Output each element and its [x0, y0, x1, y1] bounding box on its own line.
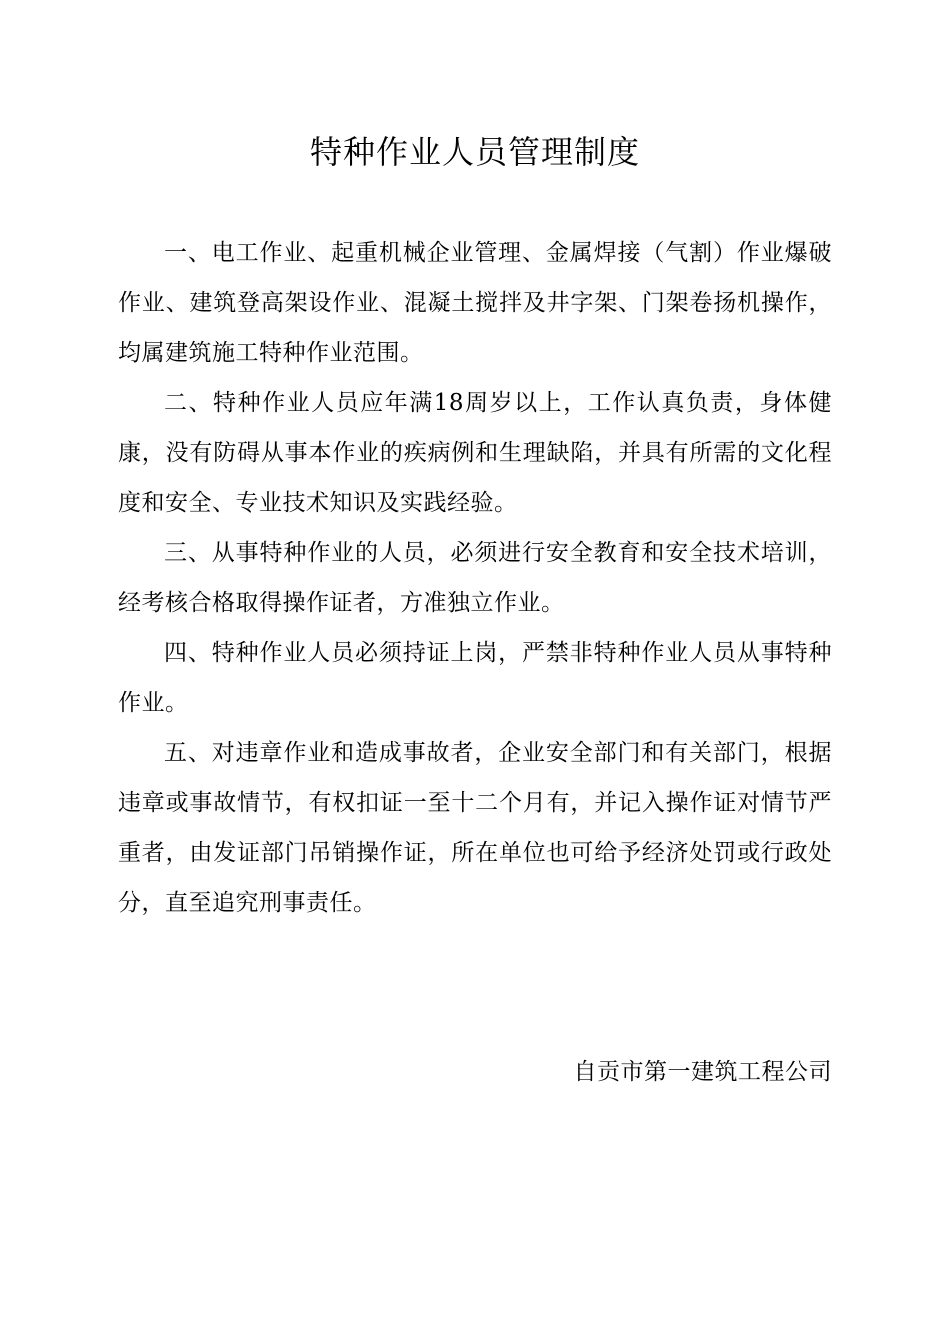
company-signature: 自贡市第一建筑工程公司	[573, 1059, 832, 1085]
paragraph-3: 三、从事特种作业的人员，必须进行安全教育和安全技术培训，经考核合格取得操作证者，方准独立作业。	[118, 540, 832, 616]
paragraph-1: 一、电工作业、起重机械企业管理、金属焊接（气割）作业爆破作业、建筑登高架设作业、混凝土搅拌及井字架、门架卷扬机操作，均属建筑施工特种作业范围。	[118, 240, 832, 366]
paragraph-2: 二、特种作业人员应年满18周岁以上，工作认真负责，身体健康，没有防碍从事本作业的疾病例和生理缺陷，并具有所需的文化程度和安全、专业技术知识及实践经验。	[118, 390, 832, 516]
document-body	[118, 228, 832, 928]
paragraph-5: 五、对违章作业和造成事故者，企业安全部门和有关部门，根据违章或事故情节，有权扣证一至十二个月有，并记入操作证对情节严重者，由发证部门吊销操作证，所在单位也可给予经济处罚或行政处分，直至追究刑事责任。	[118, 740, 832, 916]
document-title: 特种作业人员管理制度	[309, 133, 640, 171]
paragraph-4: 四、特种作业人员必须持证上岗，严禁非特种作业人员从事特种作业。	[118, 640, 832, 716]
